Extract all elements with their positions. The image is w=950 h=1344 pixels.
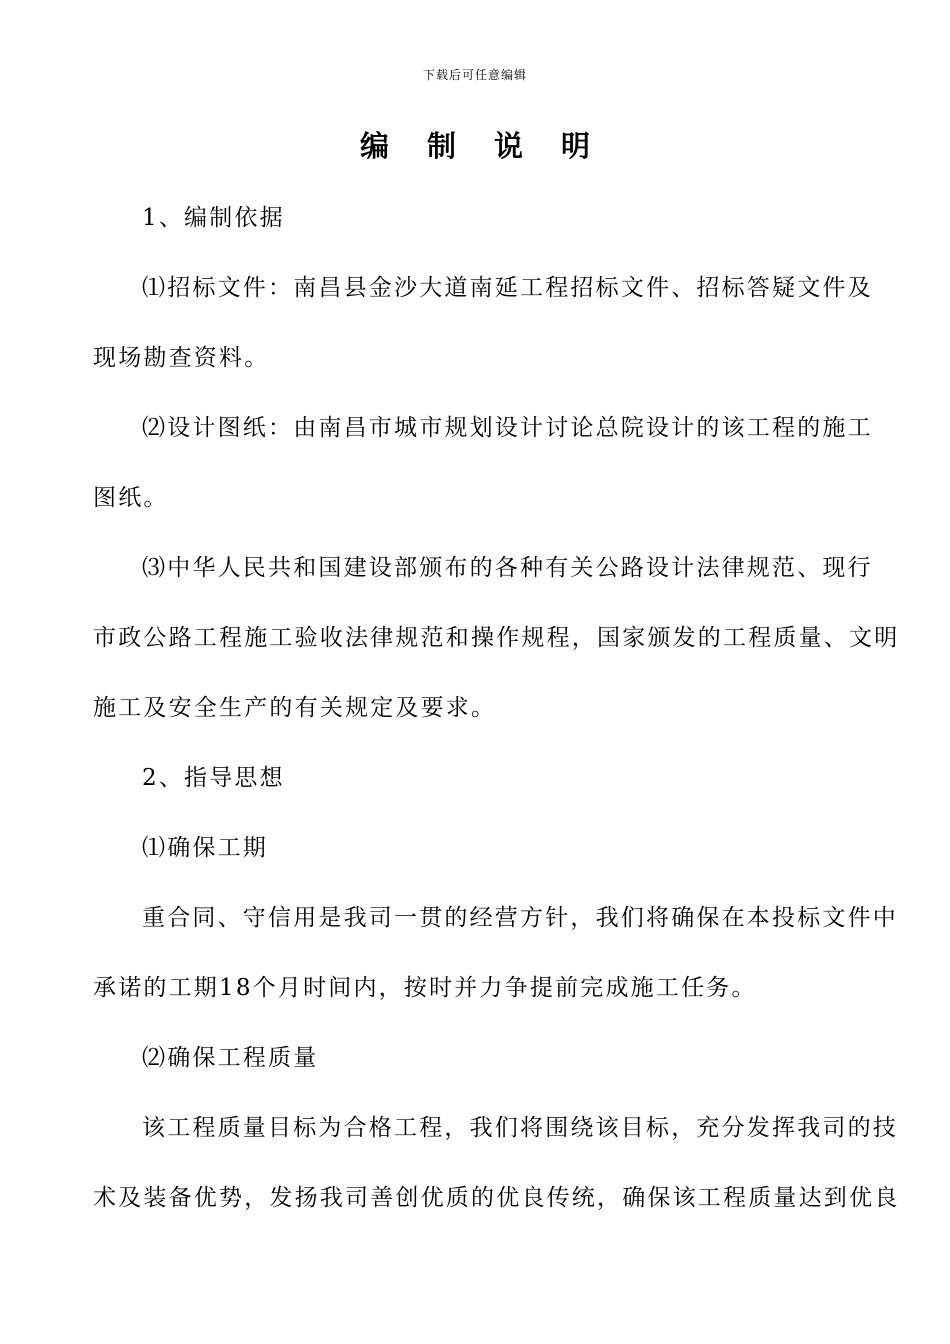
paragraph-line: 现场勘查资料。 xyxy=(93,345,270,371)
paragraph-line: 术及装备优势，发扬我司善创优质的优良传统，确保该工程质量达到优良 xyxy=(93,1185,900,1211)
paragraph-line: 图纸。 xyxy=(93,485,169,511)
section-heading-basis: 1、编制依据 xyxy=(142,205,285,231)
paragraph-line: 市政公路工程施工验收法律规范和操作规程，国家颁发的工程质量、文明 xyxy=(93,625,900,651)
subheading-quality: ⑵确保工程质量 xyxy=(142,1045,319,1071)
paragraph-line: ⑴招标文件：南昌县金沙大道南延工程招标文件、招标答疑文件及 xyxy=(142,275,873,301)
subheading-schedule: ⑴确保工期 xyxy=(142,835,268,861)
paragraph-line: ⑵设计图纸：由南昌市城市规划设计讨论总院设计的该工程的施工 xyxy=(142,415,873,441)
section-heading-guidance: 2、指导思想 xyxy=(142,765,285,791)
paragraph-line: 施工及安全生产的有关规定及要求。 xyxy=(93,695,497,721)
document-title: 编制说明 xyxy=(359,129,628,163)
paragraph-line: 重合同、守信用是我司一贯的经营方针，我们将确保在本投标文件中 xyxy=(142,905,898,931)
header-note: 下载后可任意编辑 xyxy=(422,68,527,82)
paragraph-line: 该工程质量目标为合格工程，我们将围绕该目标，充分发挥我司的技 xyxy=(142,1115,898,1141)
paragraph-line: ⑶中华人民共和国建设部颁布的各种有关公路设计法律规范、现行 xyxy=(142,555,873,581)
paragraph-line: 承诺的工期18个月时间内，按时并力争提前完成施工任务。 xyxy=(93,975,757,1001)
